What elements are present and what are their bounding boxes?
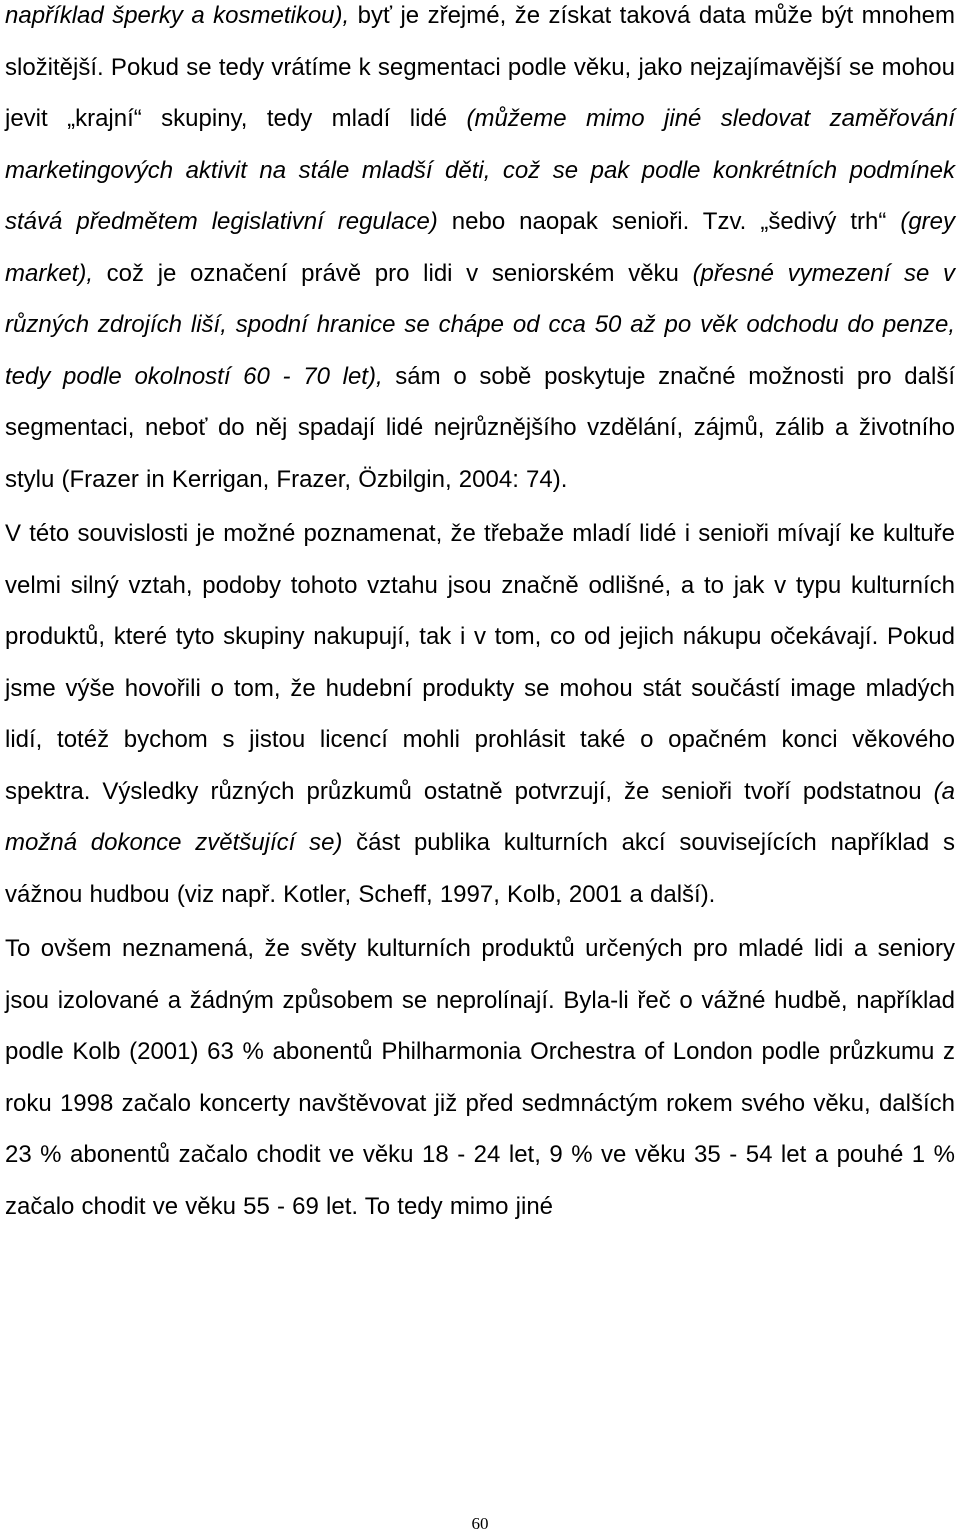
paragraph-2 — [5, 508, 955, 920]
paragraph-1 — [5, 0, 955, 505]
text-segment: byť je zřejmé, že získat taková data může být mnohem složitější. Pokud se tedy vrátíme k segmentaci podle věku, jako nejzajímavější se mohou jevit „krajní“ skupiny, tedy mladí lidé — [5, 2, 956, 132]
text-segment: (grey market), — [5, 208, 956, 287]
text-segment: což je označení právě pro lidi v seniorském věku — [93, 259, 693, 287]
text-segment: (můžeme mimo jiné sledovat zaměřování marketingových aktivit na stále mladší děti, což se pak podle konkrétních podmínek stává předmětem legislativní regulace) — [5, 105, 955, 235]
text-segment: (přesné vymezení se v různých zdrojích liší, spodní hranice se chápe od cca 50 až po věk odchodu do penze, tedy podle okolností 60 - 70 let), — [5, 259, 955, 390]
text-segment: To ovšem neznamená, že světy kulturních produktů určených pro mladé lidi a seniory jsou izolované a žádným způsobem se neprolínají. Byla-li řeč o vážné hudbě, například podle Kolb (2001) 63 % abonentů Philharmonia Orchestra of London podle průzkumu z roku 1998 začalo koncerty navštěvovat již před sedmnáctým rokem svého věku, dalších 23 % abonentů začalo chodit ve věku 18 - 24 let, 9 % ve věku 35 - 54 let a pouhé 1 % začalo chodit ve věku 55 - 69 let. To tedy mimo jiné — [5, 935, 955, 1220]
text-segment: například šperky a kosmetikou), — [5, 2, 350, 29]
page-number: 60 — [471, 1514, 489, 1533]
text-segment: sám o sobě poskytuje značné možnosti pro další segmentaci, neboť do něj spadají lidé nejrůznějšího vzdělání, zájmů, zálib a životního stylu (Frazer in Kerrigan, Frazer, Özbilgin, 2004: 74). — [5, 362, 955, 493]
text-segment: (a možná dokonce zvětšující se) — [5, 777, 955, 856]
paragraph-3 — [5, 923, 955, 1232]
text-segment: nebo naopak senioři. Tzv. „šedivý trh“ — [437, 208, 901, 235]
text-segment: část publika kulturních akcí souvisejících například s vážnou hudbou (viz např. Kotler, Scheff, 1997, Kolb, 2001 a další). — [5, 829, 955, 908]
text-segment: V této souvislosti je možné poznamenat, že třebaže mladí lidé i senioři mívají ke kultuře velmi silný vztah, podoby tohoto vztahu jsou značně odlišné, a to jak v typu kulturních produktů, které tyto skupiny nakupují, tak i v tom, co od jejich nákupu očekávají. Pokud jsme výše hovořili o tom, že hudební produkty se mohou stát součástí image mladých lidí, totéž bychom s jistou licencí mohli prohlásit také o opačném konci věkového spektra. Výsledky různých průzkumů ostatně potvrzují, že senioři tvoří podstatnou — [5, 520, 955, 805]
document-page — [5, 0, 955, 1232]
